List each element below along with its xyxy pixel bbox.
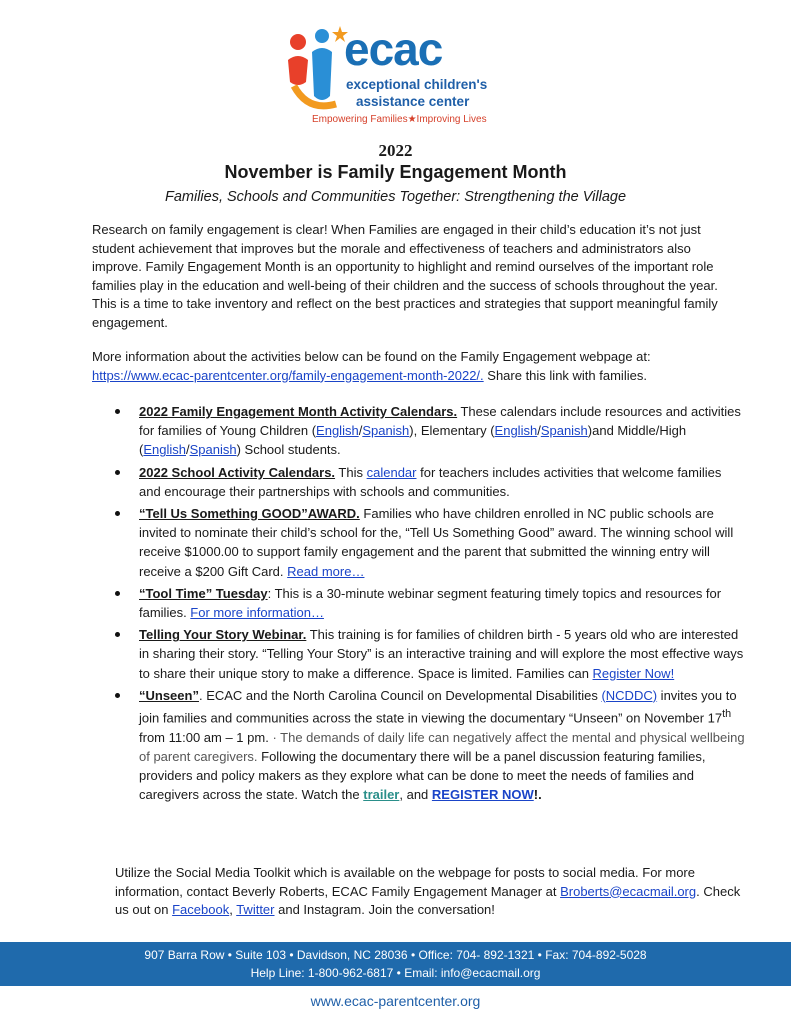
page-title: November is Family Engagement Month	[224, 162, 567, 182]
caregiver-note: · The demands of daily life can negatively affect the mental and physical wellbeing of parent caregivers.	[139, 729, 745, 764]
footer-contact: Help Line: 1-800-962-6817 • Email: info@ecacmail.org	[250, 966, 541, 980]
item-heading: 2022 Family Engagement Month Activity Calendars.	[139, 404, 458, 419]
list-item-activity-calendars	[115, 402, 745, 460]
website-url: www.ecac-parentcenter.org	[310, 993, 481, 1009]
footer-bar	[0, 942, 791, 986]
separator: /	[185, 442, 190, 458]
young-english-link[interactable]: English	[316, 423, 359, 439]
twitter-link[interactable]: Twitter	[236, 902, 275, 918]
closing-text: . Check us out on	[115, 883, 741, 918]
elementary-english-link[interactable]: English	[494, 423, 538, 439]
people-icon	[284, 26, 348, 116]
item-text: Families who have children enrolled in NC public schools are invited to nominate their child’s school for the, “Tell Us Something Good” award. The winning school will receive $1000.00 to support family engagement and the parent that submitted the winning entry will receive a $200 Gift Card.	[139, 506, 734, 579]
ncddc-link[interactable]: (NCDDC)	[601, 687, 658, 703]
read-more-link[interactable]: Read more…	[287, 563, 365, 579]
share-text: Share this link with families.	[483, 367, 647, 383]
separator: /	[358, 423, 363, 439]
bullet-icon	[115, 591, 120, 596]
item-heading: “Tool Time” Tuesday	[139, 585, 268, 601]
bullet-icon	[115, 470, 120, 475]
ecac-logo	[284, 22, 524, 130]
item-text: , and	[399, 787, 432, 803]
list-item-good-award	[115, 504, 745, 581]
item-text: !.	[533, 787, 542, 803]
separator: /	[537, 423, 541, 439]
logo-subtitle-line2: assistance center	[356, 94, 470, 109]
register-now-bold-link[interactable]: REGISTER NOW	[431, 787, 534, 803]
item-text: from 11:00 am – 1 pm.	[139, 729, 273, 745]
family-engagement-link[interactable]: https://www.ecac-parentcenter.org/family-engagement-month-2022/.	[92, 367, 484, 383]
list-item-telling-your-story	[115, 625, 745, 683]
closing-text: and Instagram. Join the conversation!	[274, 902, 495, 918]
closing-paragraph	[115, 864, 755, 920]
bullet-icon	[115, 511, 120, 516]
item-text: invites you to join families and communities across the state in viewing the documentary “Unseen” on November 17	[139, 687, 737, 726]
logo-subtitle-line1: exceptional children's	[346, 77, 488, 92]
item-text: : This is a 30-minute webinar segment featuring timely topics and resources for families.	[139, 585, 722, 621]
facebook-link[interactable]: Facebook	[172, 902, 230, 918]
footer-address: 907 Barra Row • Suite 103 • Davidson, NC 28036 • Office: 704- 892-1321 • Fax: 704-892-5028	[144, 948, 647, 962]
item-text: Following the documentary there will be a panel discussion featuring families, providers and policy makers as they explore what can be done to meet the needs of families and caregivers across the state. Watch the	[139, 748, 706, 803]
item-text: ) School students.	[236, 442, 341, 458]
item-text: This training is for families of children birth - 5 years old who are interested in sharing their story. “Telling Your Story” is an interactive training and will explore the most effective ways to share their unique story to make a difference. Space is limited. Families can	[139, 627, 744, 681]
item-text: ), Elementary (	[409, 423, 495, 439]
register-now-link[interactable]: Register Now!	[592, 665, 675, 681]
item-text: for teachers includes activities that welcome families and encourage their partnerships with schools and communities.	[139, 464, 722, 499]
intro-paragraph: Research on family engagement is clear! When Families are engaged in their child’s education it’s not just student achievement that improves but the morale and effectiveness of teachers and administrators also improve. Family Engagement Month is an opportunity to highlight and remind ourselves of the important role families play in the education and well-being of their children and the success of schools throughout the year. This is a time to take inventory and reflect on the best practices and strategies that support meaningful family engagement.	[92, 222, 718, 330]
trailer-link[interactable]: trailer	[363, 787, 400, 803]
logo-wordmark: ecac	[344, 23, 443, 75]
email-link[interactable]: Broberts@ecacmail.org	[560, 883, 697, 899]
more-information-link[interactable]: For more information…	[190, 605, 324, 621]
item-heading: “Tell Us Something GOOD”AWARD.	[139, 506, 360, 522]
item-heading: “Unseen”	[139, 687, 199, 703]
item-heading: Telling Your Story Webinar.	[139, 627, 307, 643]
bullet-icon	[115, 632, 120, 637]
item-text: This	[335, 464, 367, 480]
bullet-icon	[115, 693, 120, 698]
item-heading: 2022 School Activity Calendars.	[139, 464, 336, 480]
closing-text: Utilize the Social Media Toolkit which is available on the webpage for posts to social media. For more information, contact Beverly Roberts, ECAC Family Engagement Manager at	[115, 865, 695, 899]
webpage-paragraph	[92, 348, 742, 385]
calendar-link[interactable]: calendar	[366, 464, 417, 480]
list-item-school-calendars	[115, 463, 745, 501]
item-text: )and Middle/High (	[139, 423, 687, 458]
page-subtitle: Families, Schools and Communities Together: Strengthening the Village	[164, 189, 627, 205]
list-item-tool-time	[115, 584, 745, 622]
webpage-text: More information about the activities below can be found on the Family Engagement webpage at:	[92, 349, 651, 364]
item-text: . ECAC and the North Carolina Council on Developmental Disabilities	[198, 687, 602, 703]
list-item-unseen	[115, 686, 745, 805]
superscript: th	[722, 708, 732, 721]
middle-high-spanish-link[interactable]: Spanish	[189, 442, 237, 458]
page-year: 2022	[378, 141, 413, 160]
activity-list	[115, 402, 745, 807]
closing-text: ,	[229, 902, 237, 918]
logo-tagline: Empowering Families★Improving Lives	[312, 114, 487, 125]
middle-high-english-link[interactable]: English	[143, 442, 186, 458]
bullet-icon	[115, 409, 120, 414]
item-text: These calendars include resources and activities for families of Young Children (	[139, 404, 741, 439]
young-spanish-link[interactable]: Spanish	[362, 423, 410, 439]
elementary-spanish-link[interactable]: Spanish	[540, 423, 588, 439]
